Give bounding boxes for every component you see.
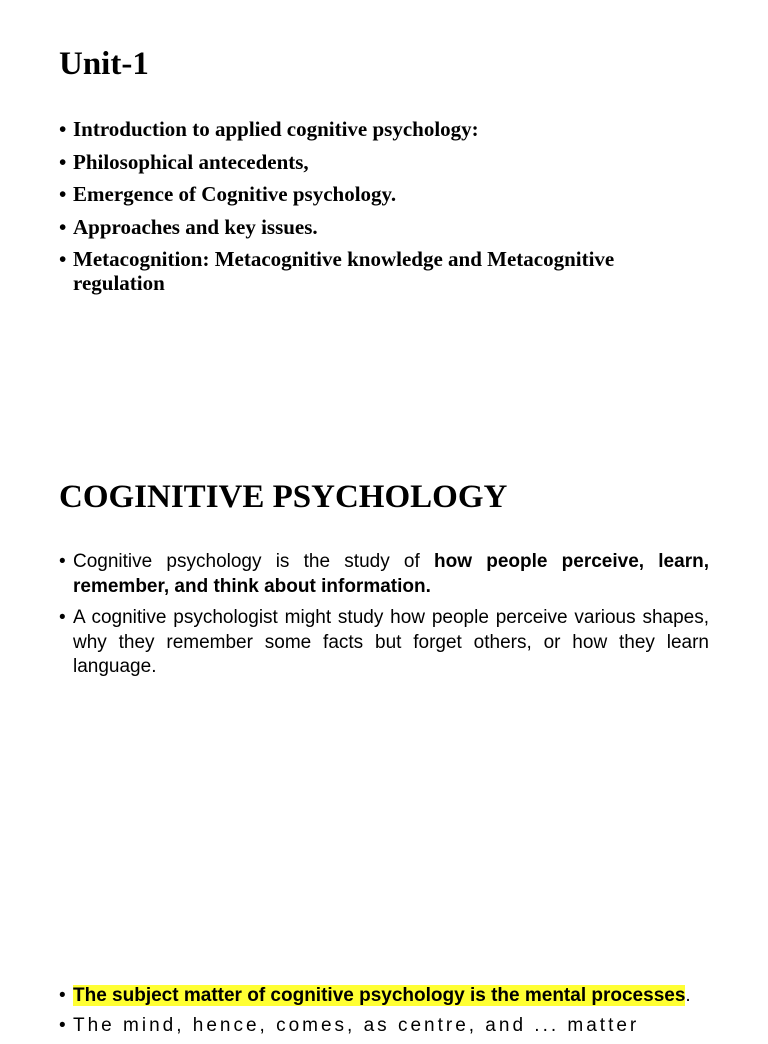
subject-list: [59, 984, 709, 1044]
topic-list: [59, 117, 699, 295]
list-item: • Philosophical antecedents,: [59, 150, 699, 174]
page-title: Unit-1: [59, 46, 149, 82]
list-item: • Introduction to applied cognitive psychology:: [59, 117, 699, 141]
section-title: COGINITIVE PSYCHOLOGY: [59, 479, 508, 515]
list-item: • Approaches and key issues.: [59, 215, 699, 239]
slide-cognitive-psychology: [0, 440, 768, 770]
list-item: • A cognitive psychologist might study how people perceive various shapes, why they remember some facts but forget others, or how they learn language.: [59, 606, 709, 680]
slide-subject-matter: [0, 960, 768, 1036]
highlighted-text: The subject matter of cognitive psychology is the mental processes: [73, 985, 686, 1006]
definition-list: [59, 550, 709, 687]
definition-emphasis: how people perceive, learn, remember, and think about information.: [73, 551, 709, 597]
list-item: [59, 984, 709, 1008]
list-item: • Metacognition: Metacognitive knowledge and Metacognitive regulation: [59, 247, 699, 295]
slide-unit-1: [0, 0, 768, 330]
sentence-end: .: [685, 985, 691, 1006]
list-item: • Emergence of Cognitive psychology.: [59, 182, 699, 206]
list-item: • The mind, hence, comes, as centre, and ... matter: [59, 1014, 709, 1038]
list-item: [59, 550, 709, 599]
definition-text: Cognitive psychology is the study of: [73, 551, 434, 572]
